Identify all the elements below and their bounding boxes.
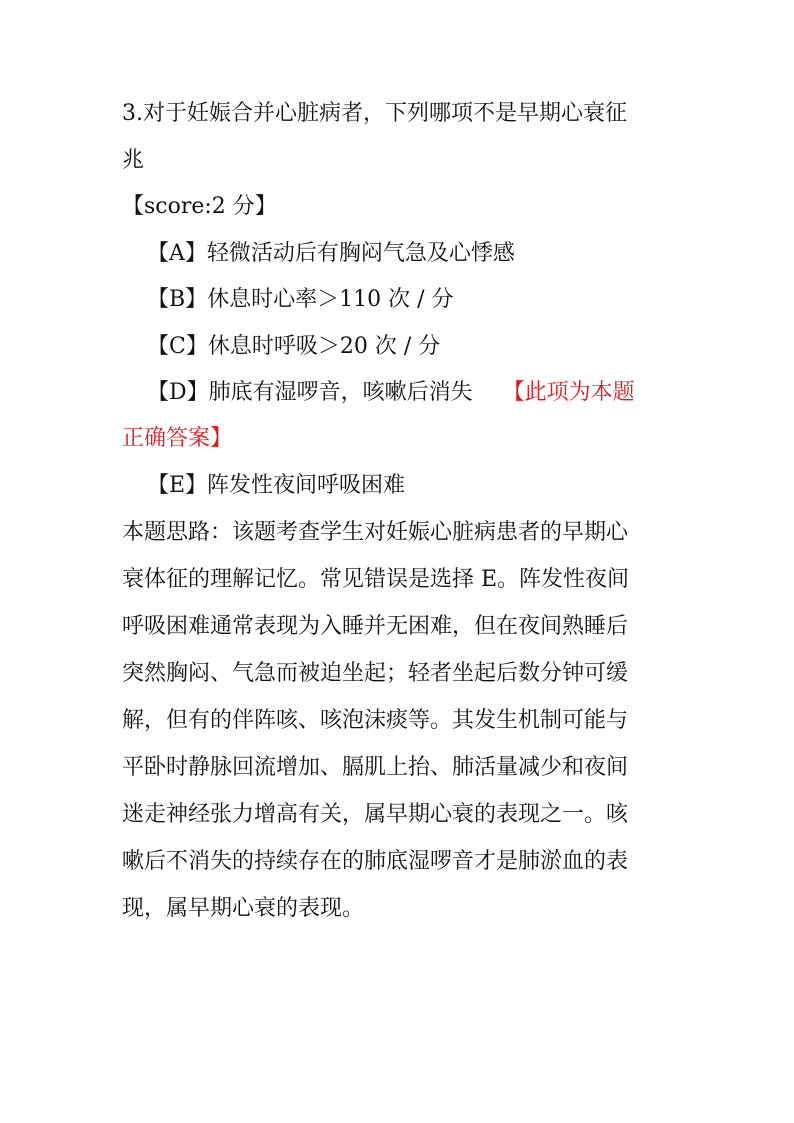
analysis-line-1: 本题思路：该题考查学生对妊娠心脏病患者的早期心 [122,520,629,545]
option-c: 【C】休息时呼吸＞20 次 / 分 [147,334,441,359]
correct-answer-label-continued: 正确答案】 [122,426,233,451]
question-line-1: 3.对于妊娠合并心脏病者，下列哪项不是早期心衰征 [122,101,627,126]
analysis-line-8: 嗽后不消失的持续存在的肺底湿啰音才是肺淤血的表 [122,849,629,874]
correct-answer-label: 【此项为本题 [502,380,635,405]
analysis-line-6: 平卧时静脉回流增加、膈肌上抬、肺活量减少和夜间 [122,755,629,780]
analysis-line-4: 突然胸闷、气急而被迫坐起；轻者坐起后数分钟可缓 [122,661,629,686]
analysis-line-7: 迷走神经张力增高有关，属早期心衰的表现之一。咳 [122,802,629,827]
analysis-line-9: 现，属早期心衰的表现。 [122,896,365,921]
option-e: 【E】阵发性夜间呼吸困难 [147,473,406,498]
option-b: 【B】休息时心率＞110 次 / 分 [147,287,454,312]
analysis-line-5: 解，但有的伴阵咳、咳泡沫痰等。其发生机制可能与 [122,708,629,733]
option-a: 【A】轻微活动后有胸闷气急及心悸感 [147,241,515,266]
score-label: 【score:2 分】 [122,194,277,219]
question-line-2: 兆 [122,148,145,173]
analysis-line-3: 呼吸困难通常表现为入睡并无困难，但在夜间熟睡后 [122,614,629,639]
option-d [147,378,707,408]
option-d-text: 【D】肺底有湿啰音，咳嗽后消失 [147,380,473,405]
analysis-line-2: 衰体征的理解记忆。常见错误是选择 E。阵发性夜间 [122,567,630,592]
